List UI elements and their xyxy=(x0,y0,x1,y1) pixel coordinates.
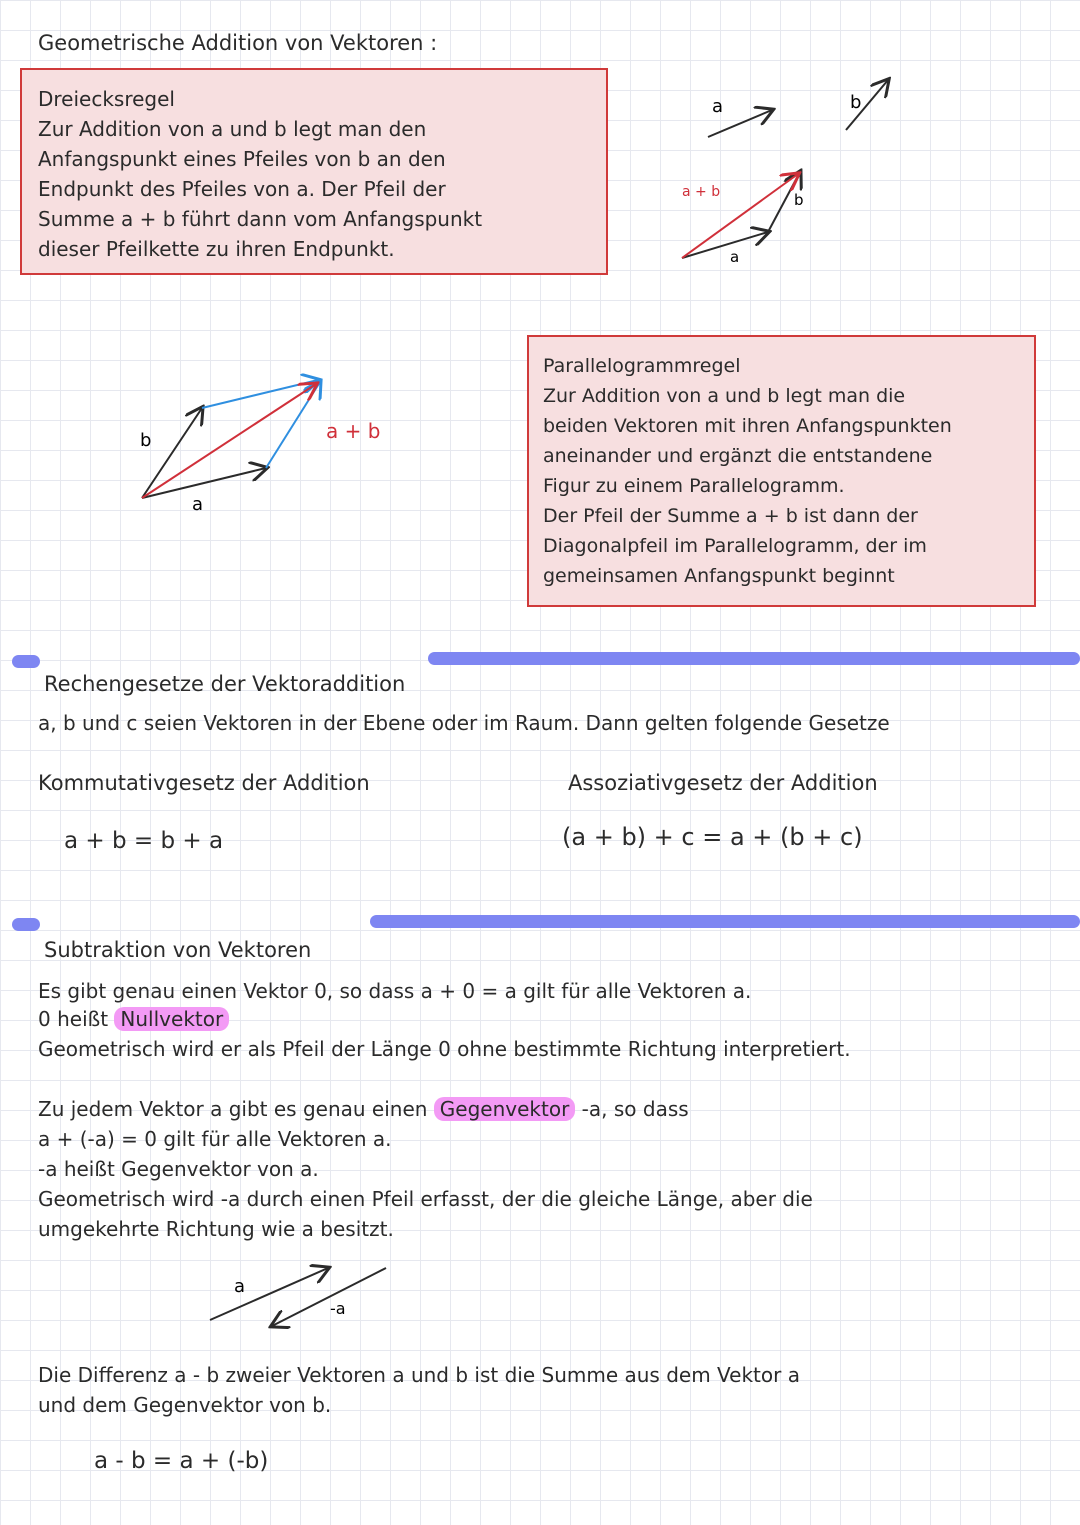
section-divider xyxy=(370,915,1080,928)
triangle-rule-line: Summe a + b führt dann vom Anfangspunkt xyxy=(38,207,483,231)
parallelogram-rule-line: Diagonalpfeil im Parallelogramm, der im xyxy=(543,535,927,557)
opposite-vector-line-4: Geometrisch wird -a durch einen Pfeil erfasst, der die gleiche Länge, aber die xyxy=(38,1187,813,1211)
opposite-vector-line-1 xyxy=(38,1094,689,1124)
vector-b-label: b xyxy=(140,430,152,451)
parallelogram-rule-heading: Parallelogrammregel xyxy=(543,355,741,377)
difference-line-2: und dem Gegenvektor von b. xyxy=(38,1393,332,1417)
commutative-title: Kommutativgesetz der Addition xyxy=(38,771,370,795)
vector-a-arrow xyxy=(210,1268,328,1320)
parallelogram-rule-line: aneinander und ergänzt die entstandene xyxy=(543,445,933,467)
sum-vector-label: a + b xyxy=(682,184,721,200)
parallelogram-rule-line: gemeinsamen Anfangspunkt beginnt xyxy=(543,565,895,587)
vector-b-arrow xyxy=(142,408,202,498)
section-bullet xyxy=(12,655,40,668)
opposite-vector-text: Zu jedem Vektor a gibt es genau einen xyxy=(38,1097,428,1121)
vector-b-copy-arrow xyxy=(266,382,320,468)
vector-neg-a-label: -a xyxy=(330,1299,346,1318)
opposite-vector-line-2: a + (-a) = 0 gilt für alle Vektoren a. xyxy=(38,1127,392,1151)
opposite-vector-line-3: -a heißt Gegenvektor von a. xyxy=(38,1157,319,1181)
parallelogram-rule-line: Zur Addition von a und b legt man die xyxy=(543,385,906,407)
difference-formula: a - b = a + (-b) xyxy=(94,1448,269,1474)
section-bullet xyxy=(12,918,40,931)
vector-a-arrow xyxy=(682,232,768,258)
gegenvektor-highlight: Gegenvektor xyxy=(434,1097,576,1121)
vector-b-label: b xyxy=(850,92,862,113)
laws-intro: a, b und c seien Vektoren in der Ebene oder im Raum. Dann gelten folgende Gesetze xyxy=(38,711,890,735)
triangle-rule-line: Endpunkt des Pfeiles von a. Der Pfeil der xyxy=(38,177,446,201)
parallelogram-rule-box xyxy=(527,335,1036,607)
vector-b-label: b xyxy=(794,191,804,209)
vector-a-label: a xyxy=(730,248,740,266)
section-divider xyxy=(428,652,1080,665)
nullvector-highlight: Nullvektor xyxy=(114,1007,229,1031)
nullvector-line-3: Geometrisch wird er als Pfeil der Länge 0 ohne bestimmte Richtung interpretiert. xyxy=(38,1037,851,1061)
triangle-rule-heading: Dreiecksregel xyxy=(38,87,175,111)
nullvector-line-1: Es gibt genau einen Vektor 0, so dass a + 0 = a gilt für alle Vektoren a. xyxy=(38,979,752,1003)
triangle-rule-box xyxy=(20,68,608,275)
vector-neg-a-arrow xyxy=(272,1268,386,1326)
triangle-rule-line: Zur Addition von a und b legt man den xyxy=(38,117,427,141)
opposite-vector-line-5: umgekehrte Richtung wie a besitzt. xyxy=(38,1217,394,1241)
triangle-rule-line: Anfangspunkt eines Pfeiles von b an den xyxy=(38,147,446,171)
laws-heading: Rechengesetze der Vektoraddition xyxy=(44,672,406,696)
parallelogram-rule-line: Der Pfeil der Summe a + b ist dann der xyxy=(543,505,918,527)
vector-a-label: a xyxy=(712,96,724,117)
triangle-rule-line: dieser Pfeilkette zu ihren Endpunkt. xyxy=(38,237,395,261)
nullvector-line-2 xyxy=(38,1004,229,1034)
vector-a-arrow xyxy=(142,468,266,498)
commutative-formula: a + b = b + a xyxy=(64,828,224,854)
triangle-rule-diagram xyxy=(660,0,920,280)
nullvector-text: 0 heißt xyxy=(38,1007,109,1031)
parallelogram-rule-line: Figur zu einem Parallelogramm. xyxy=(543,475,845,497)
page-title: Geometrische Addition von Vektoren : xyxy=(38,31,438,55)
opposite-vector-text: -a, so dass xyxy=(581,1097,689,1121)
subtraction-heading: Subtraktion von Vektoren xyxy=(44,938,312,962)
opposite-vectors-diagram xyxy=(200,1262,400,1352)
associative-formula: (a + b) + c = a + (b + c) xyxy=(562,823,863,851)
parallelogram-rule-diagram xyxy=(130,370,430,530)
vector-a-label: a xyxy=(192,494,204,515)
parallelogram-rule-line: beiden Vektoren mit ihren Anfangspunkten xyxy=(543,415,952,437)
sum-vector-label: a + b xyxy=(326,419,381,443)
vector-a-label: a xyxy=(234,1276,246,1297)
difference-line-1: Die Differenz a - b zweier Vektoren a und b ist die Summe aus dem Vektor a xyxy=(38,1363,800,1387)
associative-title: Assoziativgesetz der Addition xyxy=(568,771,878,795)
